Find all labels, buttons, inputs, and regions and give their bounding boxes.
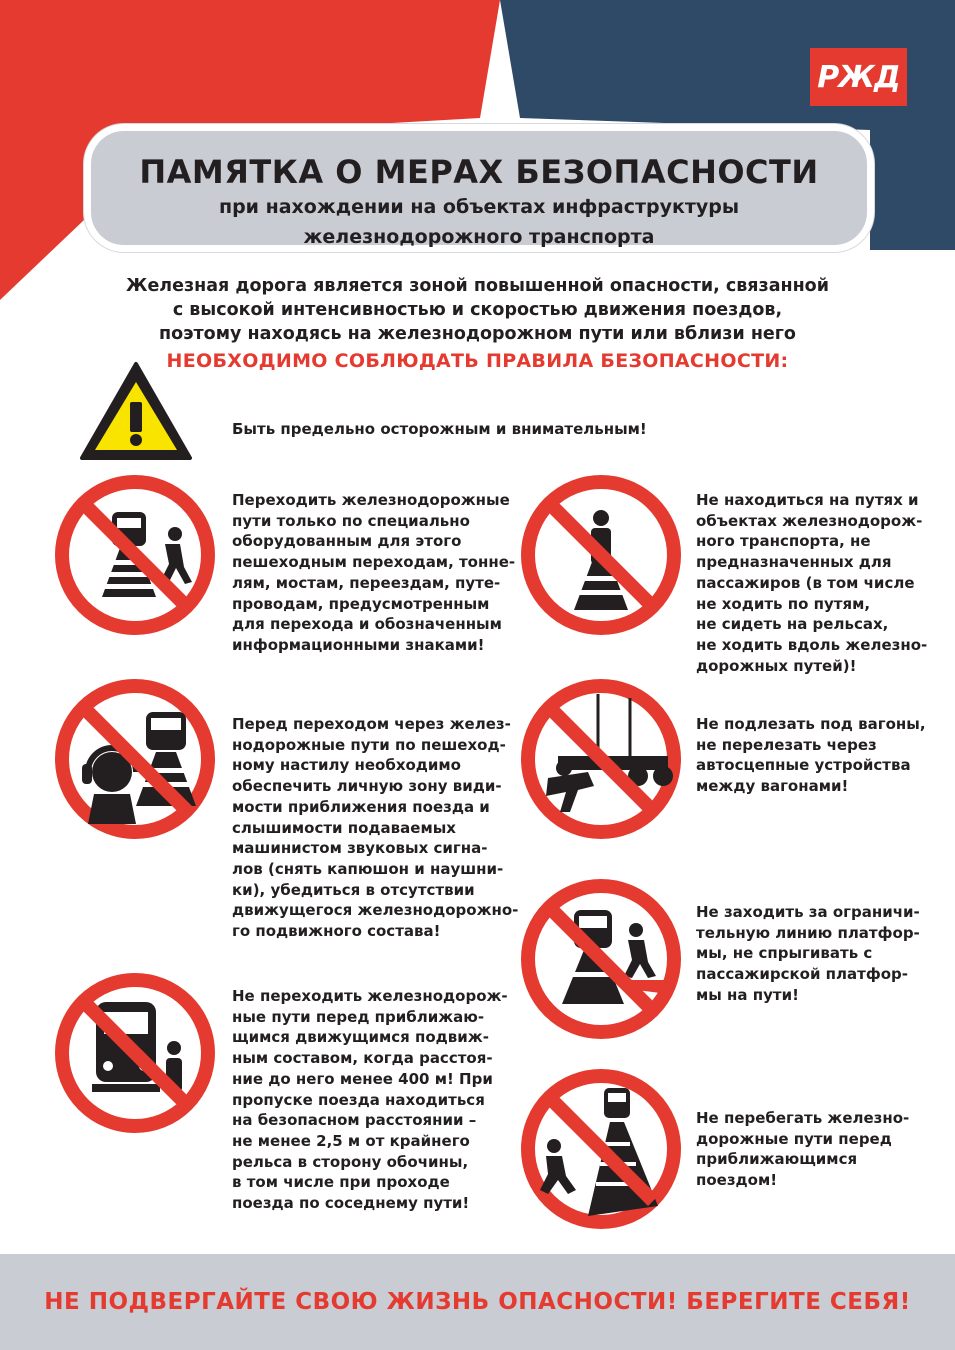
rule-crossings: Переходить железнодорожные пути только по специально оборудованным для этого пешеходным переходам, тонне- лям, мостам, переездам, путе- проводам, предусмотренным для перехода и обозначенным информационными знаками!	[232, 491, 516, 654]
rule-visibility: Перед переходом через желез- нодорожные пути по пешеход- ному настилу необходимо обеспечить личную зону види- мости приближения поезда и слышимости подаваемых машинистом звуковых сигна- лов (снять капюшон и наушни- ки), убедиться в отсутствии движущегося железнодорожно- го подвижного состава!	[232, 715, 519, 941]
no-crossing-approaching-train-icon	[52, 970, 218, 1136]
intro-emphasis: НЕОБХОДИМО СОБЛЮДАТЬ ПРАВИЛА БЕЗОПАСНОСТИ:	[166, 350, 789, 372]
warning-triangle-icon	[78, 360, 194, 462]
page-subtitle-line-1: при нахождении на объектах инфраструктуры	[218, 196, 740, 218]
intro-line-3: поэтому находясь на железнодорожном пути или вблизи него	[159, 324, 796, 344]
rzd-logo	[810, 48, 907, 106]
no-jumping-off-platform-icon	[518, 876, 684, 1042]
title-box	[84, 124, 874, 252]
page-title: ПАМЯТКА О МЕРАХ БЕЗОПАСНОСТИ	[139, 153, 819, 191]
rule-running: Не перебегать железно- дорожные пути перед приближающимся поездом!	[696, 1109, 910, 1190]
logo-text: РЖД	[817, 59, 900, 95]
rule-wagons: Не подлезать под вагоны, не перелезать через автосцепные устройства между вагонами!	[696, 715, 926, 796]
footer-text: НЕ ПОДВЕРГАЙТЕ СВОЮ ЖИЗНЬ ОПАСНОСТИ! БЕРЕГИТЕ СЕБЯ!	[44, 1289, 911, 1315]
rule-caution: Быть предельно осторожным и внимательным!	[232, 420, 647, 438]
intro-text	[60, 274, 895, 346]
page-subtitle-line-2: железнодорожного транспорта	[303, 226, 655, 248]
footer-banner	[0, 1254, 955, 1350]
no-walking-on-tracks-icon	[518, 472, 684, 638]
no-crossing-icon	[52, 472, 218, 638]
no-headphones-icon	[52, 676, 218, 842]
no-crawling-under-wagons-icon	[518, 676, 684, 842]
no-running-across-icon	[518, 1066, 684, 1232]
rule-distance: Не переходить железнодорож- ные пути перед приближаю- щимся движущимся подвиж- ным составом, когда расстоя- ние до него менее 400 м! При пропуске поезда находиться на безопасном расстоянии – не менее 2,5 м от крайнего рельса в сторону обочины, в том числе при проходе поезда по соседнему пути!	[232, 987, 508, 1213]
intro-line-2: с высокой интенсивностью и скоростью движения поездов,	[172, 300, 783, 320]
rule-tracks: Не находиться на путях и объектах железнодорож- ного транспорта, не предназначенных для пассажиров (в том числе не ходить по путям, не сидеть на рельсах, не ходить вдоль железно- дорожных путей)!	[696, 491, 928, 675]
rule-platform: Не заходить за ограничи- тельную линию платфор- мы, не спрыгивать с пассажирской платфор- мы на пути!	[696, 903, 920, 1004]
intro-line-1: Железная дорога является зоной повышенной опасности, связанной	[126, 276, 829, 296]
